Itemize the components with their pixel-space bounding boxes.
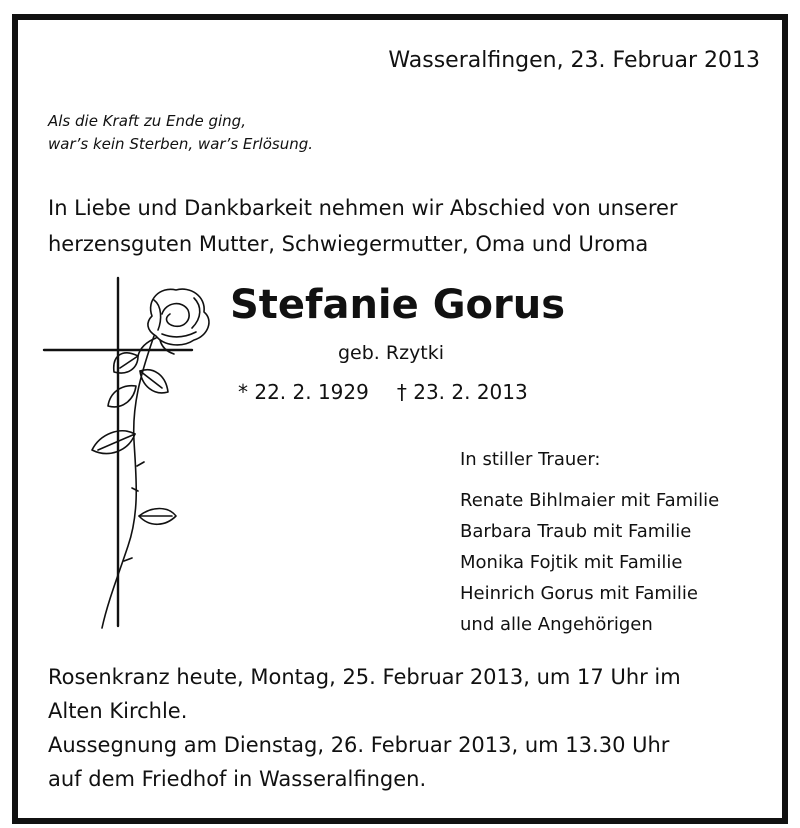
cross-with-rose-icon: [42, 276, 232, 636]
mourner-line: und alle Angehörigen: [460, 614, 653, 635]
motto-line: war’s kein Sterben, war’s Erlösung.: [48, 135, 314, 153]
service-line: Rosenkranz heute, Montag, 25. Februar 2013, um 17 Uhr im: [48, 665, 681, 689]
life-dates: [238, 380, 528, 404]
obituary-notice: [12, 14, 788, 824]
mourning-heading: In stiller Trauer:: [460, 449, 601, 470]
mourner-line: Monika Fojtik mit Familie: [460, 552, 683, 573]
mourner-line: Heinrich Gorus mit Familie: [460, 583, 698, 604]
service-line: auf dem Friedhof in Wasseralfingen.: [48, 767, 427, 791]
birth-date: * 22. 2. 1929: [238, 380, 369, 404]
mourner-line: Renate Bihlmaier mit Familie: [460, 490, 720, 511]
intro-text: [48, 190, 678, 262]
motto-line: Als die Kraft zu Ende ging,: [48, 112, 246, 130]
mourners-block: [460, 444, 719, 640]
service-line: Alten Kirchle.: [48, 699, 188, 723]
intro-line: In Liebe und Dankbarkeit nehmen wir Abschied von unserer: [48, 196, 678, 220]
place-date: Wasseralfingen, 23. Februar 2013: [388, 48, 760, 73]
intro-line: herzensguten Mutter, Schwiegermutter, Oma und Uroma: [48, 232, 649, 256]
service-line: Aussegnung am Dienstag, 26. Februar 2013, um 13.30 Uhr: [48, 733, 670, 757]
maiden-name: geb. Rzytki: [338, 342, 445, 364]
deceased-name: Stefanie Gorus: [230, 282, 566, 328]
death-date: † 23. 2. 2013: [396, 380, 528, 404]
mourner-line: Barbara Traub mit Familie: [460, 521, 692, 542]
motto-verse: [48, 110, 313, 156]
service-info: [48, 660, 681, 796]
